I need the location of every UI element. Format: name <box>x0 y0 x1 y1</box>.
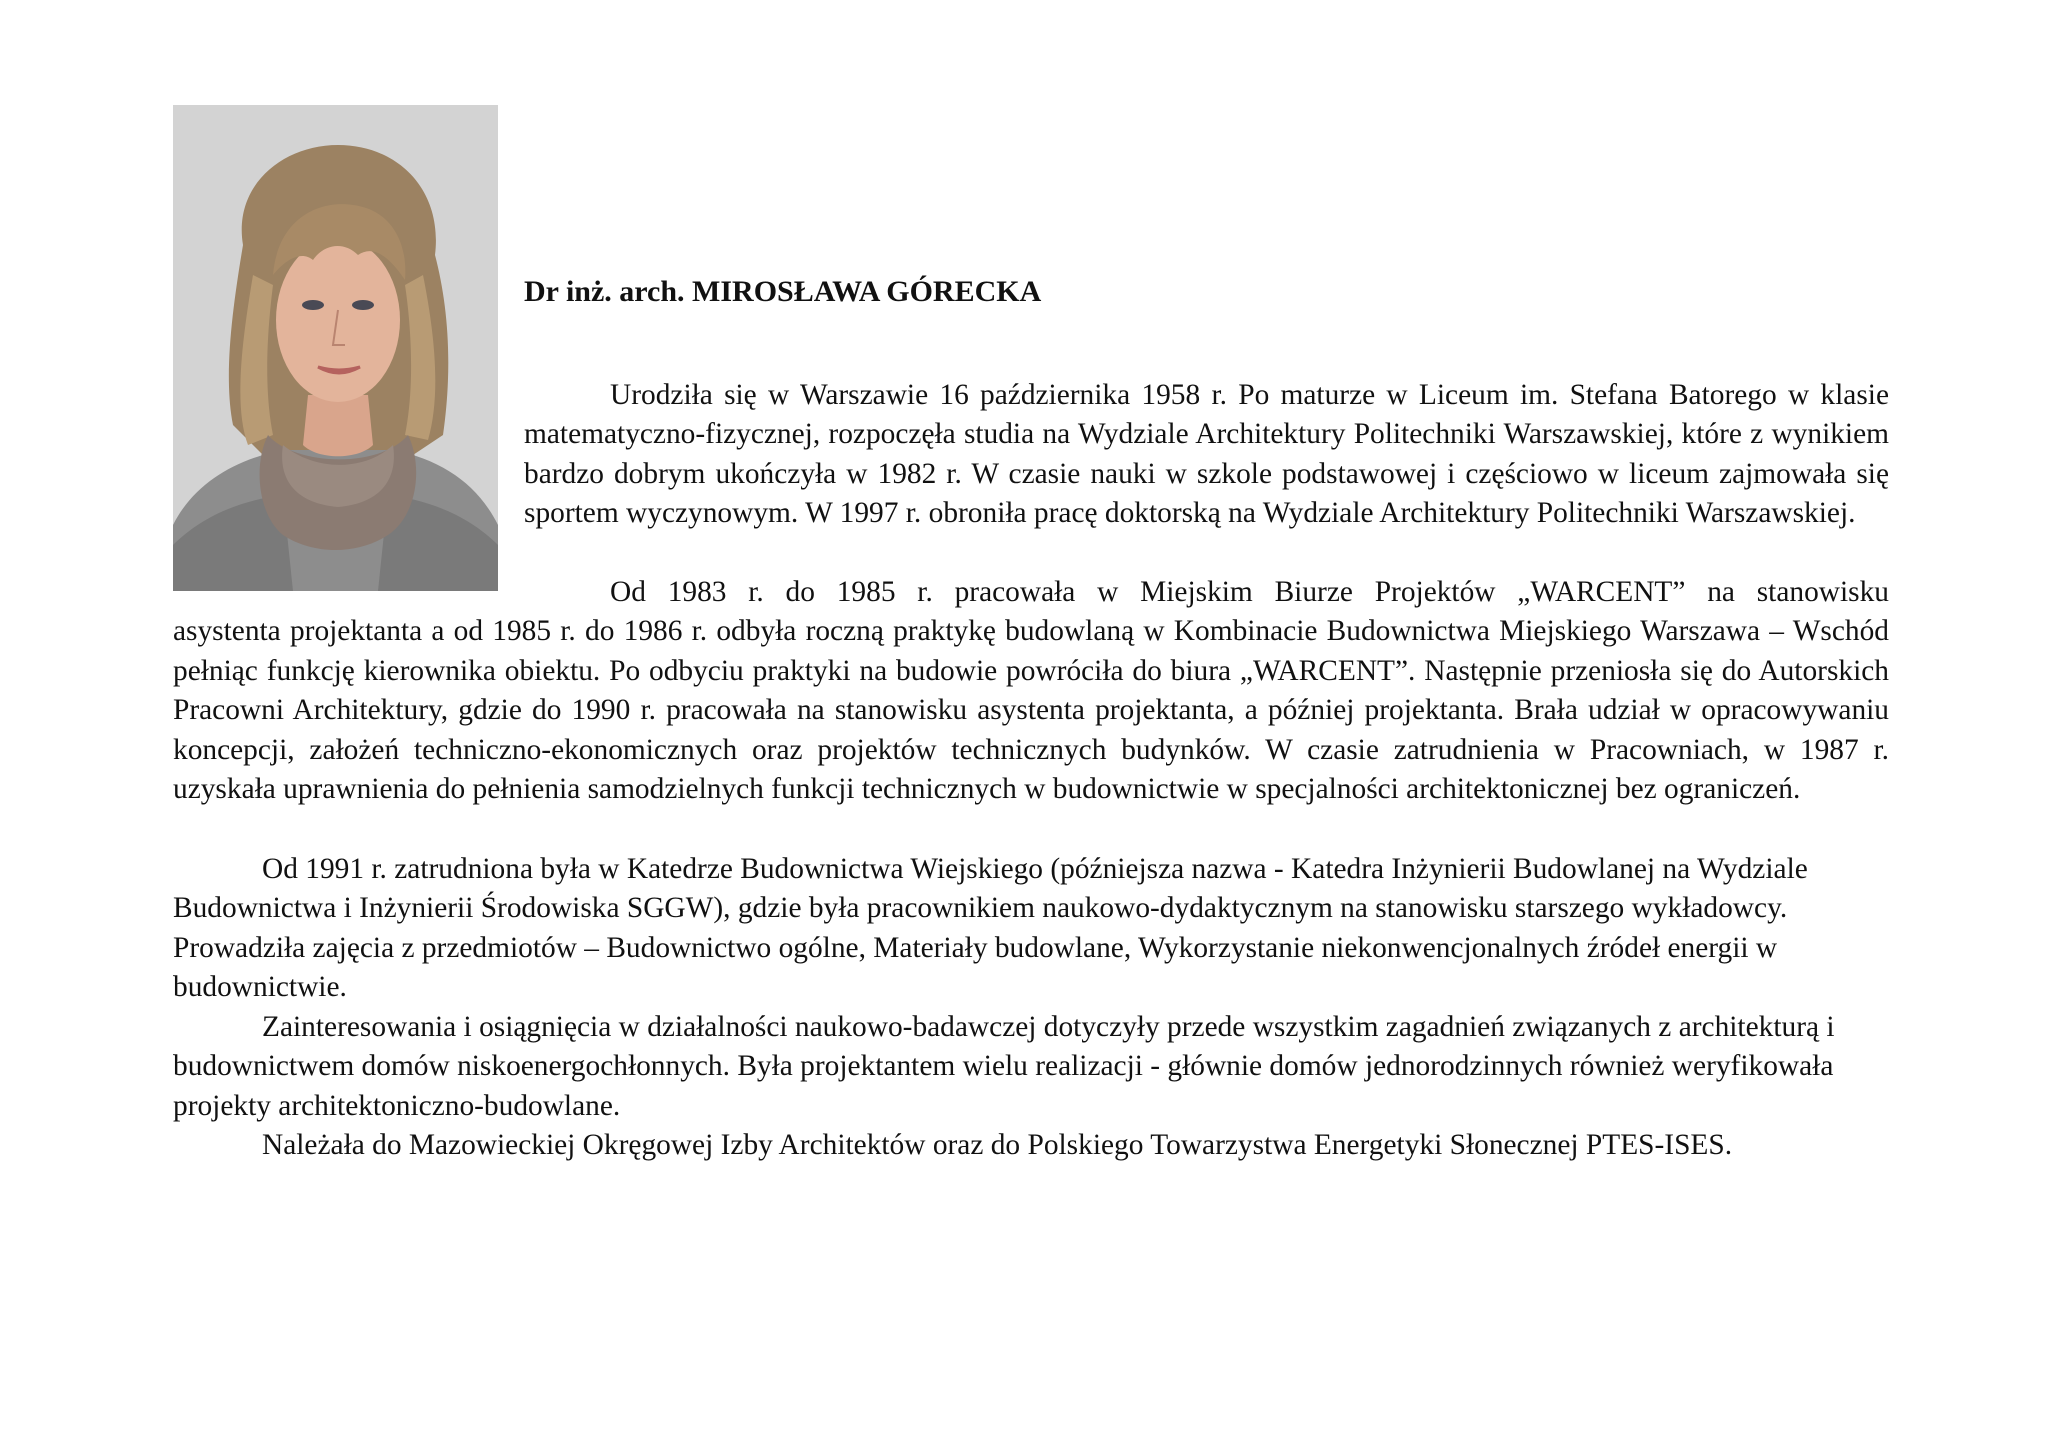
paragraph-career-warcent-rest: asystenta projektanta a od 1985 r. do 1986 r. odbyła roczną praktykę budowlaną w Kombinacie Budownictwa Miejskiego Warszawa – Wschód pełniąc funkcję kierownika obiektu. Po odbyciu praktyki na budowie powróciła do biura „WARCENT”. Następnie przeniosła się do Autorskich Pracowni Architektury, gdzie do 1990 r. pracowała na stanowisku asystenta projektanta, a później projektanta. Brała udział w opracowywaniu koncepcji, założeń techniczno-ekonomicznych oraz projektów technicznych budynków. W czasie zatrudnienia w Pracowniach, w 1987 r. uzyskała uprawnienia do pełnienia samodzielnych funkcji technicznych w budownictwie w specjalności architektonicznej bez ograniczeń. <box>173 615 1889 806</box>
paragraph-memberships: Należała do Mazowieckiej Okręgowej Izby Architektów oraz do Polskiego Towarzystwa Energetyki Słonecznej PTES-ISES. <box>262 1129 1733 1161</box>
portrait-photo <box>173 105 498 591</box>
paragraph-research-interests: Zainteresowania i osiągnięcia w działalności naukowo-badawczej dotyczyły przede wszystkim zagadnień związanych z architekturą i budownictwem domów niskoenergochłonnych. Była projektantem wielu realizacji - głównie domów jednorodzinnych również weryfikowała projekty architektoniczno-budowlane. <box>173 1011 1835 1122</box>
paragraph-sggw-employment: Od 1991 r. zatrudniona była w Katedrze Budownictwa Wiejskiego (późniejsza nazwa - Katedra Inżynierii Budowlanej na Wydziale Budownictwa i Inżynierii Środowiska SGGW), gdzie była pracownikiem naukowo-dydaktycznym na stanowisku starszego wykładowcy. Prowadziła zajęcia z przedmiotów – Budownictwo ogólne, Materiały budowlane, Wykorzystanie niekonwencjonalnych źródeł energii w budownictwie. <box>173 853 1808 1004</box>
paragraph-career-warcent-lead: Od 1983 r. do 1985 r. pracowała w Miejskim Biurze Projektów „WARCENT” na stanowisku <box>610 576 1889 608</box>
paragraph-biography-early: Urodziła się w Warszawie 16 października 1958 r. Po maturze w Liceum im. Stefana Batorego w klasie matematyczno-fizycznej, rozpoczęła studia na Wydziale Architektury Politechniki Warszawskiej, które z wynikiem bardzo dobrym ukończyła w 1982 r. W czasie nauki w szkole podstawowej i częściowo w liceum zajmowała się sportem wyczynowym. W 1997 r. obroniła pracę doktorską na Wydziale Architektury Politechniki Warszawskiej. <box>524 379 1889 530</box>
paragraph-career-warcent <box>173 573 1889 809</box>
portrait-illustration <box>173 105 498 591</box>
person-name-heading: Dr inż. arch. MIROSŁAWA GÓRECKA <box>524 275 1042 308</box>
